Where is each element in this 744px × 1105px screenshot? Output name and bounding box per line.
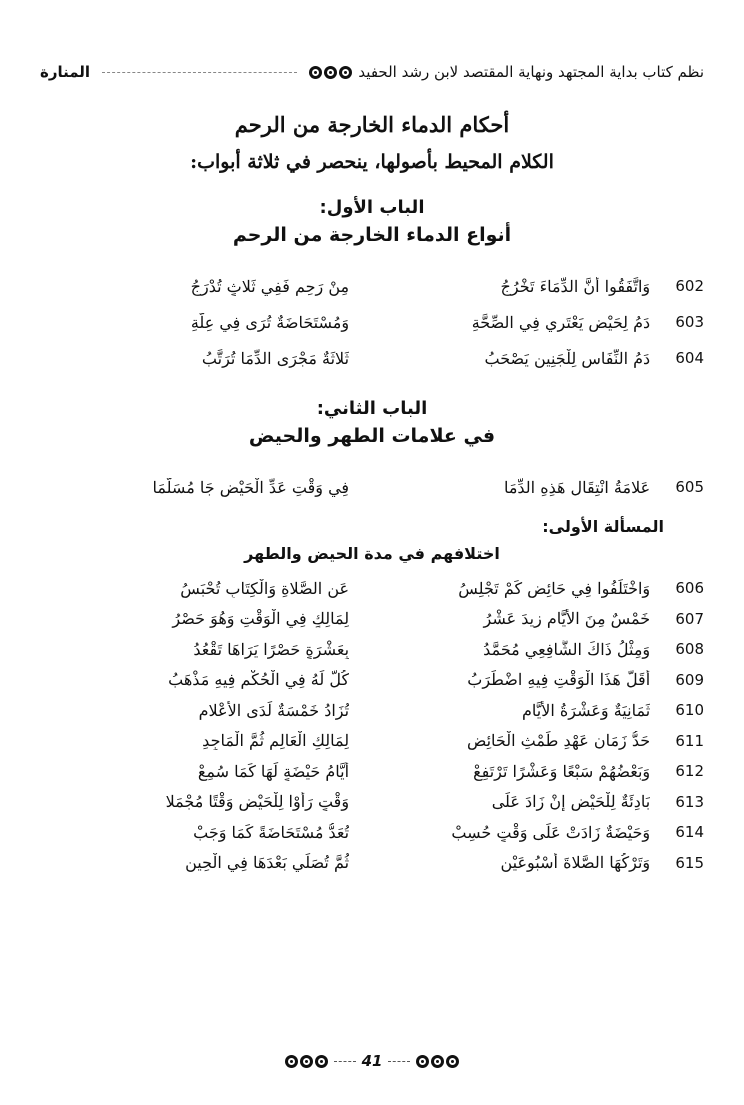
- verse-number: 605: [675, 478, 705, 496]
- footer-divider: [388, 1061, 410, 1062]
- verse-second-hemistich: ثُمَّ تُصَلِّي بَعْدَهَا فِي الْحِينِ: [185, 853, 350, 873]
- page-title: أحكام الدماء الخارجة من الرحم: [234, 112, 510, 137]
- verse-second-hemistich: كُلٌّ لَهُ فِي الْحُكْمِ فِيهِ مَذْهَبُ: [168, 670, 350, 690]
- section-title: اختلافهم في مدة الحيض والطهر: [244, 544, 500, 563]
- verse-second-hemistich: تُزَادُ خَمْسَةٌ لَدَى الأَعْلامِ: [198, 700, 350, 720]
- verse-number: 614: [675, 823, 705, 842]
- verse-second-hemistich: وَمُسْتَحَاضَةٌ تُرَى فِي عِلَّةِ: [190, 312, 350, 332]
- page-footer: [0, 1052, 744, 1070]
- verse-number: 611: [675, 731, 705, 750]
- ornament-icon: [285, 1055, 328, 1068]
- verse-first-hemistich: دَمُ لِحَيْضٍ يَعْتَرِي فِي الصِّحَّةِ: [471, 312, 651, 332]
- verse-number: 610: [675, 701, 705, 720]
- verse-row: [40, 756, 704, 787]
- verse-second-hemistich: فِي وَقْتِ عَدِّ الْحَيْضِ جَا مُسَلَّمَا: [152, 477, 350, 497]
- verse-number: 613: [675, 792, 705, 811]
- chapter-1-label: الباب الأول:: [319, 197, 425, 218]
- verse-number: 603: [675, 313, 705, 331]
- verse-number: 602: [675, 277, 705, 295]
- verse-number: 612: [675, 762, 705, 781]
- verse-row: [40, 665, 704, 696]
- verse-number: 615: [675, 853, 705, 872]
- verse-row: [40, 817, 704, 848]
- ornament-icon: [309, 66, 352, 79]
- chapter-1-title: أنواع الدماء الخارجة من الرحم: [232, 224, 512, 246]
- running-title: نظم كتاب بداية المجتهد ونهاية المقتصد لابن رشد الحفيد: [358, 63, 704, 81]
- verse-group-2: [40, 469, 704, 505]
- verse-row: [40, 604, 704, 635]
- verse-first-hemistich: خَمْسٌ مِنَ الأَيَّامِ زِيدَ عَشْرُ: [483, 609, 651, 629]
- verse-first-hemistich: دَمُ النِّفَاسِ لِلْجَنِينِ يَصْحَبُ: [484, 348, 651, 368]
- verse-second-hemistich: بِعَشْرَةٍ حَصْرًا يَرَاهَا تَقْعُدُ: [193, 639, 350, 659]
- chapter-2-title: في علامات الطهر والحيض: [248, 425, 496, 447]
- verse-second-hemistich: أَيَّامُ حَيْضَةٍ لَهَا كَمَا سُمِعْ: [197, 761, 350, 781]
- book-name: المنارة: [40, 63, 91, 81]
- verse-number: 609: [675, 670, 705, 689]
- ornament-icon: [416, 1055, 459, 1068]
- verse-first-hemistich: وَاتَّفَقُوا أَنَّ الدِّمَاءَ تَخْرُجُ: [500, 276, 651, 296]
- verse-row: [40, 726, 704, 757]
- verse-number: 604: [675, 349, 705, 367]
- footer-divider: [334, 1061, 356, 1062]
- verse-first-hemistich: ثَمَانِيَةٌ وَعَشْرَةُ الأَيَّامِ: [521, 700, 651, 720]
- verse-row: [40, 848, 704, 879]
- verse-row: [40, 268, 704, 304]
- verse-first-hemistich: بَادِئَةٌ لِلْحَيْضِ إِنْ زَادَ عَلَى: [491, 792, 651, 812]
- verse-row: [40, 787, 704, 818]
- verse-second-hemistich: وَقْتٍ رَأَوْا لِلْحَيْضِ وَقْتًا مُجْمَلا: [165, 792, 350, 812]
- chapter-2-label: الباب الثاني:: [316, 398, 428, 419]
- verse-number: 608: [675, 640, 705, 659]
- page-subtitle: الكلام المحيط بأصولها، ينحصر في ثلاثة أبواب:: [190, 151, 554, 173]
- verse-first-hemistich: أَقَلُّ هَذَا الْوَقْتِ فِيهِ اضْطَرَبُ: [467, 670, 651, 690]
- verse-second-hemistich: مِنْ رَحِمٍ فَفِي ثَلاثٍ تُدْرَجُ: [190, 276, 350, 296]
- verse-row: [40, 469, 704, 505]
- verse-second-hemistich: ثَلاثَةٌ مَجْرَى الدِّمَا تُرَتَّبُ: [201, 348, 350, 368]
- verse-row: [40, 573, 704, 604]
- verse-group-3: [40, 573, 704, 878]
- verse-first-hemistich: وَحَيْضَةٌ زَادَتْ عَلَى وَقْتٍ حُسِبْ: [451, 822, 651, 842]
- verse-first-hemistich: وَتَرْكُهَا الصَّلاةَ أُسْبُوعَيْنِ: [500, 853, 651, 873]
- verse-number: 606: [675, 579, 705, 598]
- verse-second-hemistich: تُعَدُّ مُسْتَحَاضَةً كَمَا وَجَبْ: [193, 822, 350, 842]
- verse-number: 607: [675, 609, 705, 628]
- running-title-group: [309, 63, 704, 81]
- header-divider: [102, 72, 297, 73]
- running-header: [40, 58, 704, 86]
- section-label: المسألة الأولى:: [542, 517, 664, 536]
- verse-second-hemistich: عَنِ الصَّلاةِ وَالْكِتَابِ تُحْبَسُ: [180, 578, 350, 598]
- page-body: [40, 112, 704, 878]
- verse-group-1: [40, 268, 704, 376]
- verse-first-hemistich: حَدُّ زَمَانِ عَهْدِ طَمْثِ الْحَائِضِ: [467, 731, 651, 751]
- verse-first-hemistich: عَلامَةُ انْتِقَالِ هَذِهِ الدِّمَا: [503, 477, 651, 497]
- verse-first-hemistich: وَبَعْضُهُمْ سَبْعًا وَعَشْرًا تَرْتَفِعْ: [473, 761, 651, 781]
- verse-row: [40, 695, 704, 726]
- verse-row: [40, 304, 704, 340]
- verse-row: [40, 340, 704, 376]
- verse-second-hemistich: لِمَالِكٍ فِي الْوَقْتِ وَهُوَ حَصْرُ: [172, 609, 350, 629]
- verse-second-hemistich: لِمَالِكِ الْعَالِمِ ثُمَّ الْمَاجِدِ: [202, 731, 350, 751]
- verse-first-hemistich: وَمِثْلُ ذَاكَ الشَّافِعِي مُحَمَّدُ: [483, 639, 651, 659]
- page-number: 41: [361, 1052, 383, 1070]
- verse-first-hemistich: وَاخْتَلَفُوا فِي حَائِضٍ كَمْ تَجْلِسُ: [458, 578, 651, 598]
- verse-row: [40, 634, 704, 665]
